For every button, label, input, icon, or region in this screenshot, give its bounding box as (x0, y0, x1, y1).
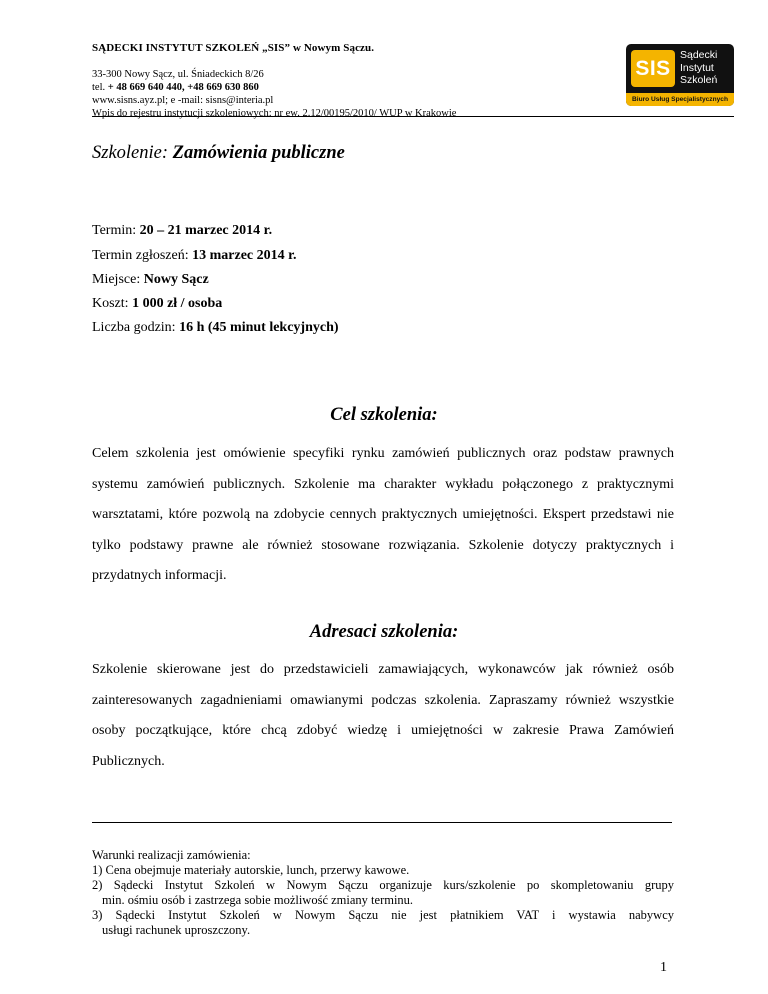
phone-label: tel. (92, 82, 108, 93)
conditions-list (92, 848, 674, 938)
detail-hours (92, 320, 339, 336)
institute-registry: Wpis do rejestru instytucji szkoleniowych: nr ew. 2.12/00195/2010/ WUP w Krakowie (92, 108, 457, 119)
training-label: Szkolenie: (92, 143, 173, 163)
detail-value: 20 – 21 marzec 2014 r. (139, 223, 273, 238)
logo-tagline: Biuro Usług Specjalistycznych (626, 93, 734, 106)
detail-label: Termin: (92, 223, 140, 238)
institute-web-email: www.sisns.ayz.pl; e -mail: sisns@interia.pl (92, 95, 274, 106)
detail-value: Nowy Sącz (143, 272, 209, 287)
page-number: 1 (660, 960, 667, 975)
institute-address: 33-300 Nowy Sącz, ul. Śniadeckich 8/26 (92, 69, 264, 80)
condition-item-2-line1: 2) Sądecki Instytut Szkoleń w Nowym Sączu organizuje kurs/szkolenie po skompletowaniu grupy (92, 878, 674, 892)
institute-title: SĄDECKI INSTYTUT SZKOLEŃ „SIS” w Nowym Sączu. (92, 42, 375, 54)
detail-date (92, 223, 272, 239)
logo-name (680, 49, 732, 87)
audience-paragraph: Szkolenie skierowane jest do przedstawicieli zamawiających, wykonawców jak również osób zainteresowanych zagadnieniami omawianymi podczas szkolenia. Zapraszamy również wszystkie osoby początkujące, które chcą zdobyć wiedzę i umiejętności w zakresie Prawa Zamówień Publicznych. (92, 662, 674, 769)
logo-name-line1: Sądecki (680, 49, 718, 61)
detail-value: 13 marzec 2014 r. (192, 248, 297, 263)
logo-abbrev: SIS (631, 50, 675, 87)
detail-location (92, 272, 209, 288)
detail-label: Miejsce: (92, 272, 144, 287)
condition-item-3-line1: 3) Sądecki Instytut Szkoleń w Nowym Sączu nie jest płatnikiem VAT i wystawia nabywcy (92, 908, 674, 922)
footer-divider (92, 822, 672, 823)
sis-logo (626, 44, 734, 106)
detail-value: 1 000 zł / osoba (132, 296, 223, 311)
detail-cost (92, 296, 222, 312)
logo-name-line3: Szkoleń (680, 74, 718, 86)
training-name: Zamówienia publiczne (172, 143, 345, 163)
header-divider (92, 116, 734, 117)
detail-label: Liczba godzin: (92, 320, 180, 335)
detail-label: Termin zgłoszeń: (92, 248, 193, 263)
institute-phone (92, 81, 259, 94)
condition-item-2-line2: min. ośmiu osób i zastrzega sobie możliwość zmiany terminu. (102, 893, 414, 907)
condition-item-1: 1) Cena obejmuje materiały autorskie, lunch, przerwy kawowe. (92, 863, 410, 877)
condition-item-3-line2: usługi rachunek uproszczony. (102, 923, 251, 937)
detail-registration-deadline (92, 248, 297, 264)
logo-name-line2: Instytut (680, 61, 714, 74)
conditions-title: Warunki realizacji zamówienia: (92, 848, 251, 862)
audience-heading: Adresaci szkolenia: (309, 622, 459, 642)
training-title (92, 143, 345, 164)
goal-paragraph: Celem szkolenia jest omówienie specyfiki rynku zamówień publicznych oraz podstaw prawnych systemu zamówień publicznych. Szkolenie ma charakter wykładu połączonego z praktycznymi warsztatami, które pozwolą na zdobycie cennych praktycznych umiejętności. Ekspert przedstawi nie tylko podstawy prawne ale również stosowane rozwiązania. Szkolenie dotyczy praktycznych i przydatnych informacji. (92, 446, 674, 583)
detail-value: 16 h (45 minut lekcyjnych) (179, 320, 339, 335)
phone-numbers: + 48 669 640 440, +48 669 630 860 (107, 82, 259, 93)
goal-heading: Cel szkolenia: (330, 405, 438, 425)
detail-label: Koszt: (92, 296, 133, 311)
